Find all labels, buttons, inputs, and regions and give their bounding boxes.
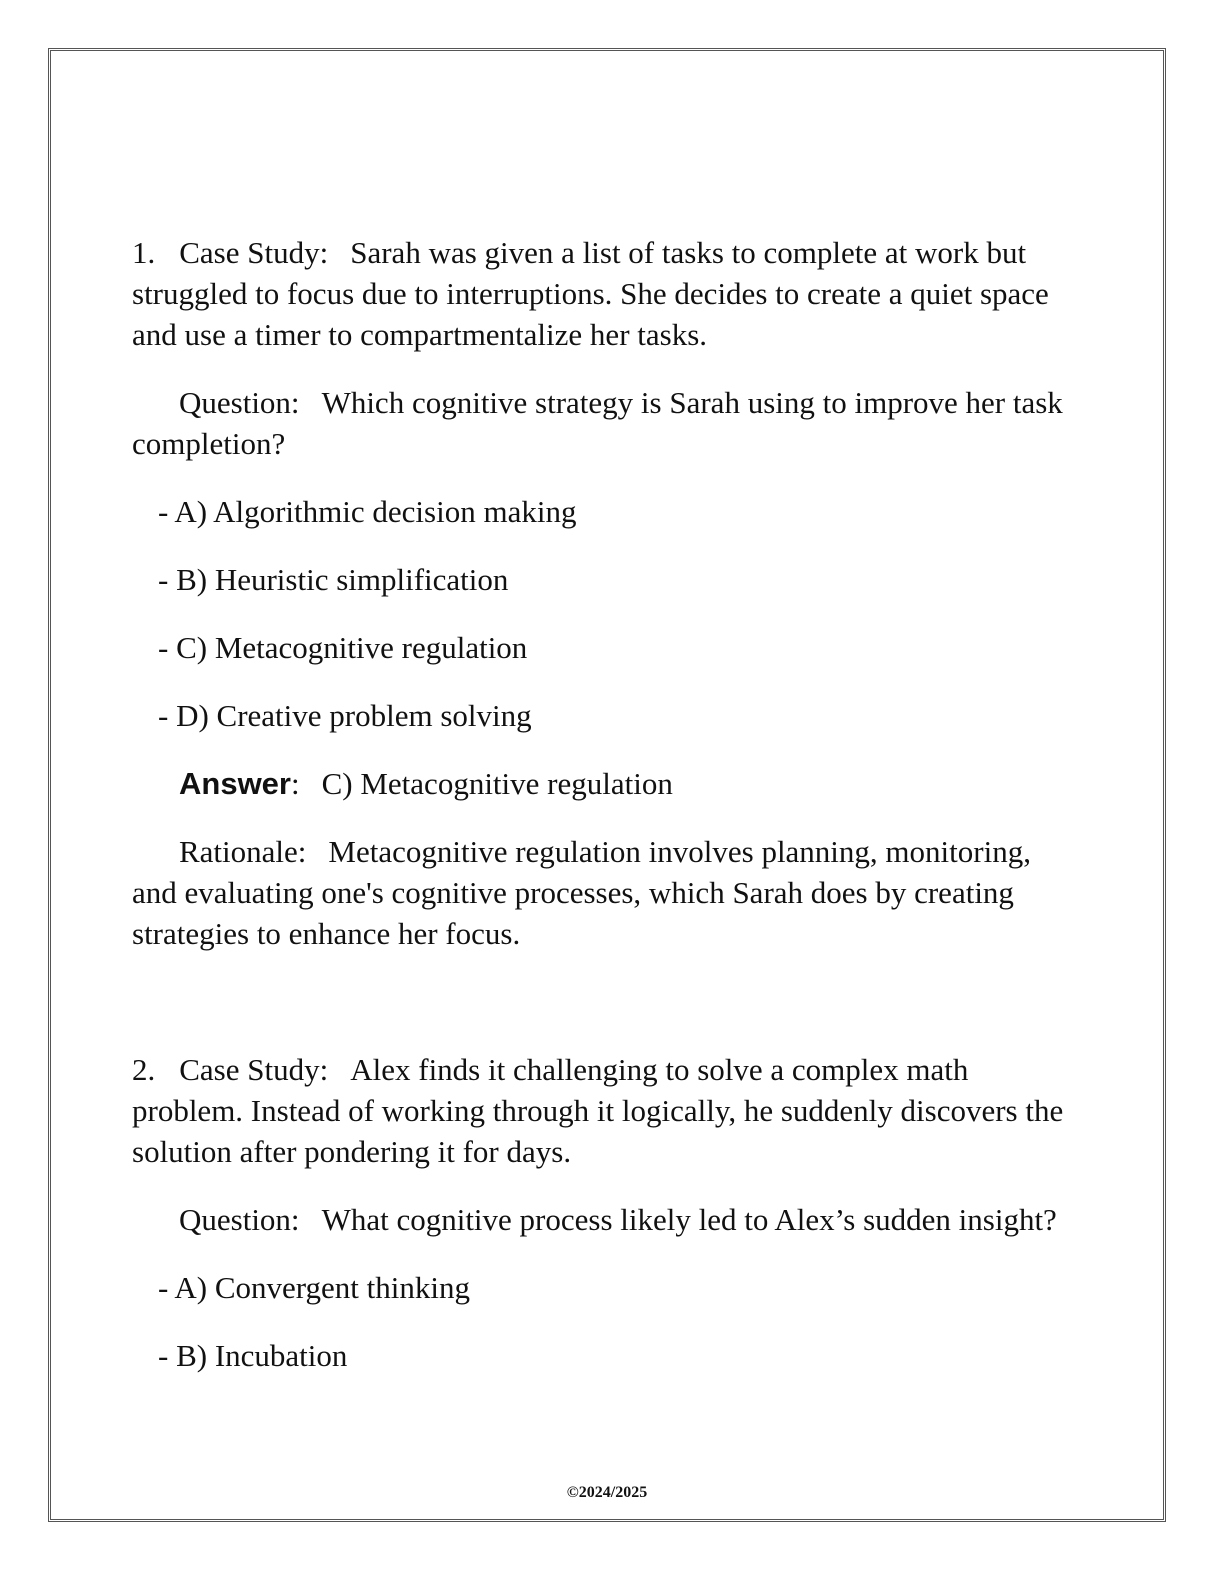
rationale-text: Metacognitive regulation involves planning, monitoring, and evaluating one's cognitive processes, which Sarah does by creating strategies to enhance her focus. [132,834,1031,951]
question-label: Question: [179,1202,300,1237]
rationale-label: Rationale: [179,834,307,869]
answer-text: C) Metacognitive regulation [321,766,673,801]
question-block-2 [132,1049,1082,1376]
question-text: Which cognitive strategy is Sarah using to improve her task completion? [132,385,1063,461]
case-study-2 [132,1049,1082,1172]
answer-label: Answer [179,766,291,801]
option-b: - B) Incubation [158,1338,348,1373]
rationale-1 [132,831,1082,954]
question-2 [132,1199,1082,1240]
question-number: 2. [132,1052,156,1087]
question-text: What cognitive process likely led to Alex’s sudden insight? [321,1202,1057,1237]
case-study-label: Case Study: [179,235,329,270]
answer-1 [132,763,1082,804]
case-study-label: Case Study: [179,1052,329,1087]
option-d: - D) Creative problem solving [158,698,532,733]
case-study-1 [132,232,1082,355]
case-study-text: Sarah was given a list of tasks to complete at work but struggled to focus due to interruptions. She decides to create a quiet space and use a timer to compartmentalize her tasks. [132,235,1049,352]
question-number: 1. [132,235,156,270]
case-study-text: Alex finds it challenging to solve a complex math problem. Instead of working through it logically, he suddenly discovers the solution after pondering it for days. [132,1052,1064,1169]
document-content [132,232,1082,1403]
question-label: Question: [179,385,300,420]
answer-colon: : [290,766,300,801]
option-a: - A) Convergent thinking [158,1270,470,1305]
option-b: - B) Heuristic simplification [158,562,509,597]
option-c: - C) Metacognitive regulation [158,630,528,665]
question-1 [132,382,1082,464]
copyright-footer: ©2024/2025 [566,1484,648,1501]
option-a: - A) Algorithmic decision making [158,494,577,529]
question-block-1 [132,232,1082,954]
